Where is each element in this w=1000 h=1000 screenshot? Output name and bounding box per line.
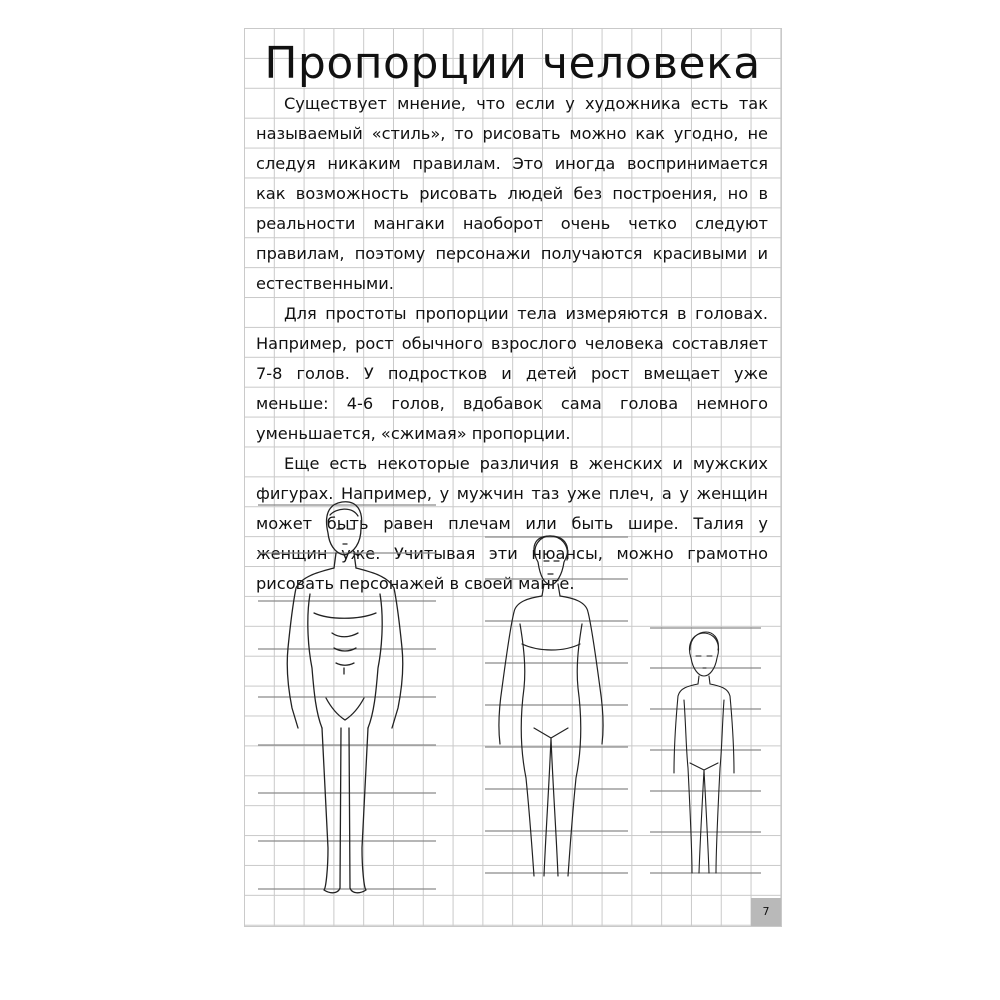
page-number: 7 — [751, 898, 781, 926]
child-measure-lines — [650, 628, 761, 873]
book-page — [244, 28, 782, 927]
paragraph-3: Еще есть некоторые различия в женских и мужских фигурах. Например, у мужчин таз уже плеч, а у женщин может быть равен плечам или быть шире. Талия у женщин уже. Учитывая эти нюансы, можно грамотно рисовать персонажей в своей манге. — [256, 454, 768, 593]
paragraph-2: Для простоты пропорции тела измеряются в головах. Например, рост обычного взрослого человека составляет 7-8 голов. У подростков и детей рост вмещает уже меньше: 4-6 голов, вдобавок сама голова немного уменьшается, «сжимая» пропорции. — [256, 304, 768, 443]
man-measure-lines — [258, 505, 436, 889]
paragraph-1: Существует мнение, что если у художника есть так называемый «стиль», то рисовать можно как угодно, не следуя никаким правилам. Это иногда воспринимается как возможность рисовать людей без построения, но в реальности мангаки наоборот очень четко следуют правилам, поэтому персонажи получаются красивыми и естественными. — [256, 94, 768, 293]
page-title: Пропорции человека — [264, 38, 761, 89]
woman-figure — [499, 536, 603, 876]
proportions-illustration — [244, 28, 781, 926]
woman-measure-lines — [485, 537, 628, 873]
